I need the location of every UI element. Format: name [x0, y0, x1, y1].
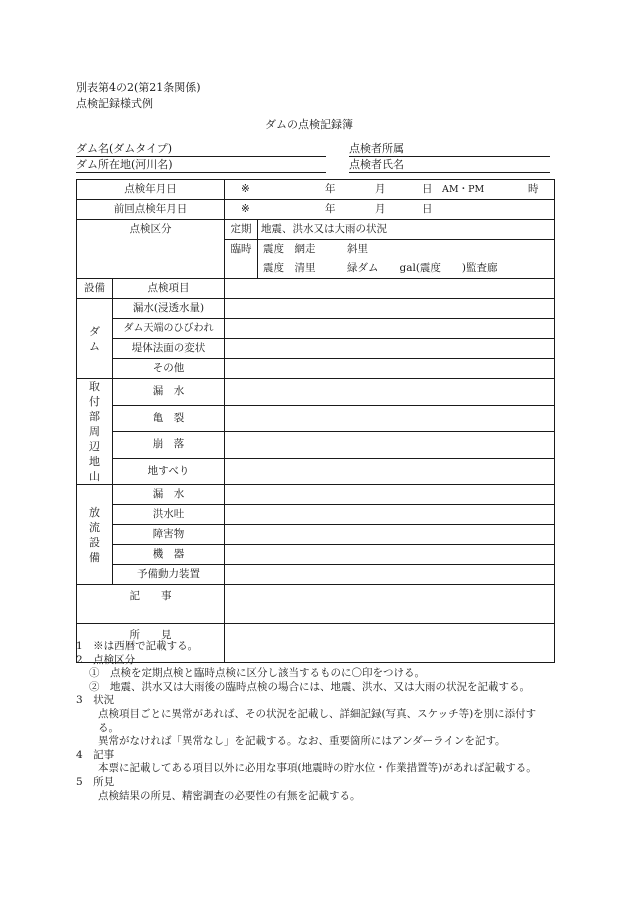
- group-dam: [77, 299, 113, 379]
- item-label: 地すべり: [113, 458, 225, 485]
- hour-label: 時: [528, 183, 539, 195]
- item-status-cell[interactable]: [225, 319, 555, 339]
- month-label: 月: [375, 203, 386, 215]
- table-row: [77, 359, 555, 379]
- page-title: ダムの点検記録簿: [265, 118, 353, 131]
- item-label: 予備動力装置: [113, 565, 225, 585]
- findings-label: 所 見: [77, 624, 225, 663]
- item-status-cell[interactable]: [225, 359, 555, 379]
- form-name: 点検記録様式例: [76, 97, 153, 110]
- item-header: 点検項目: [113, 279, 225, 299]
- item-label: 漏 水: [113, 379, 225, 406]
- year-label: 年: [325, 203, 336, 215]
- group-discharge-label: 放流設備: [89, 505, 100, 564]
- table-row: [77, 339, 555, 359]
- regular-description[interactable]: 地震、洪水又は大雨の状況: [258, 220, 555, 240]
- note-line: 3 状況: [76, 694, 115, 707]
- temporary-label[interactable]: 臨時: [225, 240, 258, 279]
- item-status-cell[interactable]: [225, 379, 555, 406]
- item-label: 漏 水: [113, 485, 225, 505]
- status-header-cell: [225, 279, 555, 299]
- group-abutment: [77, 379, 113, 485]
- note-line: 5 所見: [76, 775, 115, 788]
- prev-inspection-date-label: 前回点検年月日: [77, 200, 225, 220]
- table-row: [77, 545, 555, 565]
- table-row: [77, 432, 555, 459]
- table-row: [77, 525, 555, 545]
- facility-header: 設備: [77, 279, 113, 299]
- inspection-form-table: [76, 179, 555, 663]
- record-row: [77, 585, 555, 624]
- prev-inspection-date-row: [77, 200, 555, 220]
- ampm-label: AM・PM: [442, 184, 485, 195]
- note-line: 1 ※は西暦で記載する。: [76, 640, 199, 652]
- day-label: 日: [422, 203, 433, 215]
- note-line: 4 記事: [76, 748, 115, 761]
- item-label: 洪水吐: [113, 505, 225, 525]
- item-status-cell[interactable]: [225, 299, 555, 319]
- item-label: 亀 裂: [113, 405, 225, 432]
- note-line: ① 点検を定期点検と臨時点検に区分し該当するものに〇印をつける。: [89, 667, 425, 680]
- note-line: 2 点検区分: [76, 653, 136, 666]
- group-discharge: [77, 485, 113, 585]
- record-label: 記 事: [77, 585, 225, 624]
- inspection-date-value[interactable]: [225, 180, 555, 200]
- category-regular-row: [77, 220, 555, 240]
- table-row: [77, 458, 555, 485]
- inspector-affiliation-label: 点検者所属: [349, 142, 404, 155]
- item-label: 漏水(浸透水量): [113, 299, 225, 319]
- dam-location-label: ダム所在地(河川名): [76, 158, 173, 171]
- item-label: 堤体法面の変状: [113, 339, 225, 359]
- dam-name-line[interactable]: [76, 156, 326, 157]
- item-status-cell[interactable]: [225, 565, 555, 585]
- item-status-cell[interactable]: [225, 545, 555, 565]
- note-line: 異常がなければ「異常なし」を記載する。なお、重要箇所にはアンダーラインを記す。: [98, 735, 506, 748]
- quake-intensity-row-1[interactable]: 震度 網走 斜里: [258, 240, 555, 260]
- day-label: 日: [422, 183, 433, 195]
- item-label: 機 器: [113, 545, 225, 565]
- group-abutment-label: 取付部周辺地山: [89, 380, 100, 483]
- table-row: [77, 565, 555, 585]
- inspector-affiliation-line[interactable]: [349, 156, 550, 157]
- item-label: その他: [113, 359, 225, 379]
- note-line: 本票に記載してある項目以外に必用な事項(地震時の貯水位・作業措置等)があれば記載する。: [98, 762, 537, 775]
- inspector-name-label: 点検者氏名: [349, 158, 404, 171]
- table-row: [77, 505, 555, 525]
- inspector-name-line[interactable]: [349, 172, 550, 173]
- record-cell[interactable]: [225, 585, 555, 624]
- annex-label: 別表第4の2(第21条関係): [76, 81, 201, 94]
- prev-inspection-date-value[interactable]: [225, 200, 555, 220]
- item-label: 障害物: [113, 525, 225, 545]
- notes-section: [76, 640, 556, 803]
- item-status-cell[interactable]: [225, 339, 555, 359]
- dam-location-line[interactable]: [76, 172, 326, 173]
- year-label: 年: [325, 183, 336, 195]
- note-line: 点検項目ごとに異常があれば、その状況を記載し、詳細記録(写真、スケッチ等)を別に添付する。: [98, 707, 537, 734]
- item-status-cell[interactable]: [225, 525, 555, 545]
- table-row: [77, 299, 555, 319]
- item-label: ダム天端のひびわれ: [113, 319, 225, 339]
- item-status-cell[interactable]: [225, 432, 555, 459]
- item-status-cell[interactable]: [225, 458, 555, 485]
- item-status-cell[interactable]: [225, 485, 555, 505]
- western-calendar-mark: ※: [241, 183, 250, 195]
- western-calendar-mark: ※: [241, 203, 250, 215]
- inspection-date-label: 点検年月日: [77, 180, 225, 200]
- note-line: 点検結果の所見、精密調査の必要性の有無を記載する。: [98, 789, 361, 802]
- quake-intensity-row-2[interactable]: 震度 清里 緑ダム gal(震度 )監査廊: [258, 259, 555, 279]
- item-status-cell[interactable]: [225, 405, 555, 432]
- table-row: [77, 485, 555, 505]
- category-label: 点検区分: [77, 220, 225, 279]
- item-header-row: [77, 279, 555, 299]
- month-label: 月: [375, 183, 386, 195]
- group-dam-label: ダム: [89, 324, 100, 353]
- item-label: 崩 落: [113, 432, 225, 459]
- dam-name-label: ダム名(ダムタイプ): [76, 142, 173, 155]
- table-row: [77, 379, 555, 406]
- regular-label[interactable]: 定期: [225, 220, 258, 240]
- table-row: [77, 319, 555, 339]
- table-row: [77, 405, 555, 432]
- note-line: ② 地震、洪水又は大雨後の臨時点検の場合には、地震、洪水、又は大雨の状況を記載する。: [89, 680, 530, 693]
- item-status-cell[interactable]: [225, 505, 555, 525]
- inspection-date-row: [77, 180, 555, 200]
